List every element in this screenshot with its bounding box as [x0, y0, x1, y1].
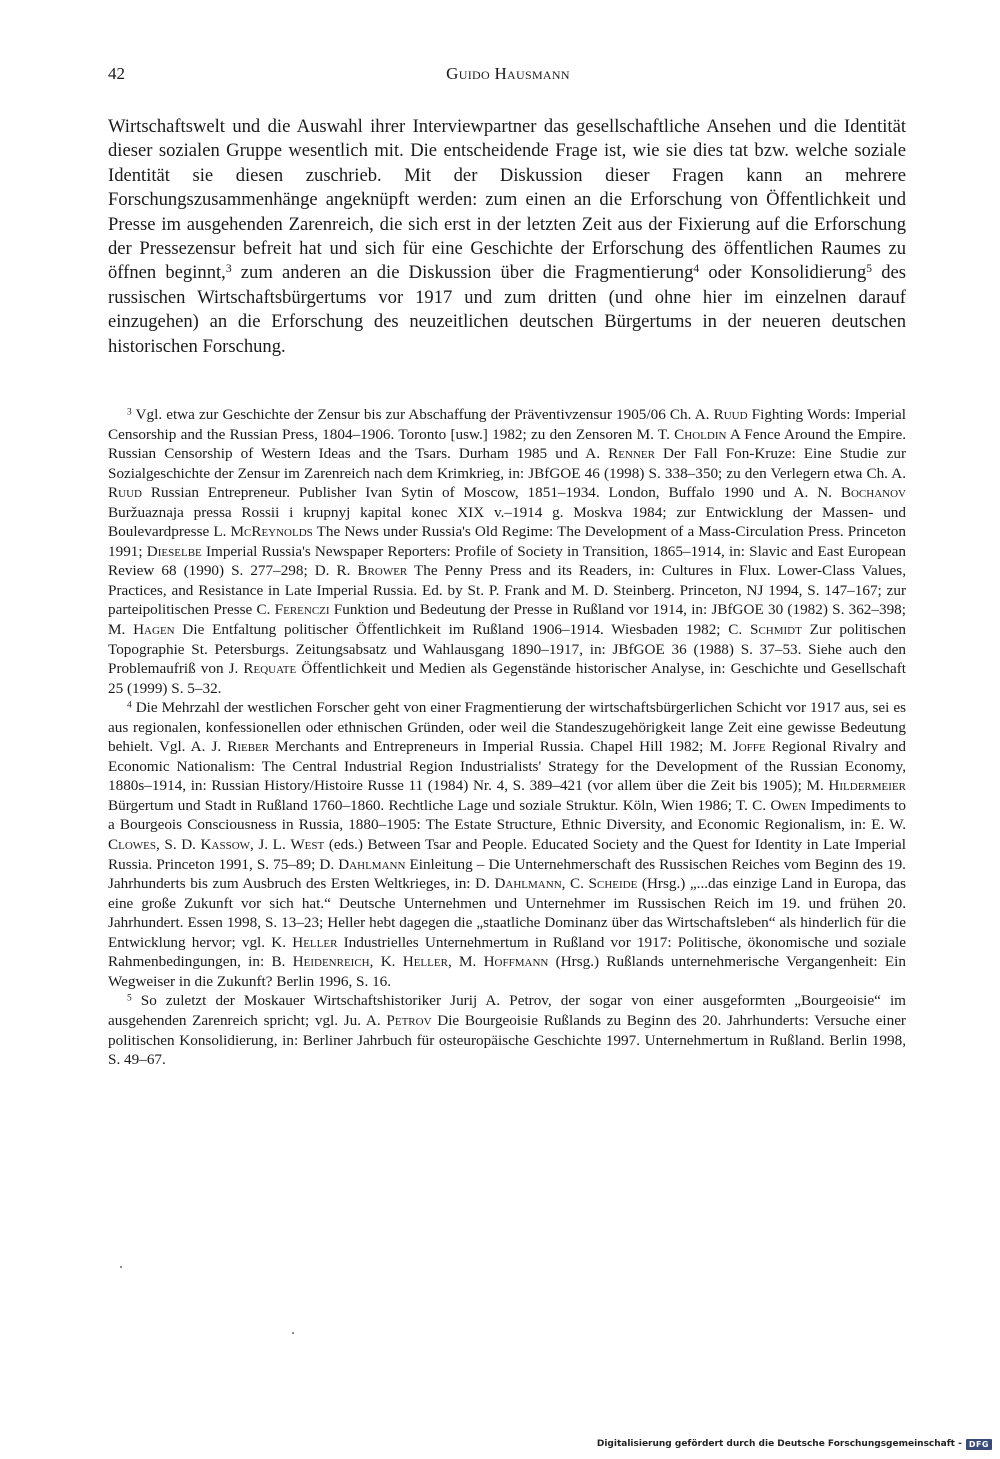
footnote-text: Die Bourgeoisie Rußlands zu Beginn des 20. Jahrhunderts: Versuche einer politischen Konsolidierung, in: Berliner Jahrbuch für osteuropäische Geschichte 1997. Unternehmertum in Rußland. Berlin 1998, S. 49–67.	[108, 1011, 906, 1069]
footnote-ref: 3	[225, 263, 232, 276]
author-name: Hagen	[133, 621, 175, 639]
author-name: Hoffmann	[483, 953, 549, 971]
author-name: Heller	[292, 933, 338, 951]
scan-speck	[292, 1332, 294, 1334]
footnote-text: Funktion und Bedeutung der Presse in Rußland vor 1914, in: JBfGOE 30 (1982) S. 362–398; M.	[108, 601, 906, 639]
footnote-text: Der Fall Fon-Kruze: Eine Studie zur Sozialgeschichte der Zensur im Zarenreich nach dem Krimkrieg, in: JBfGOE 46 (1998) S. 338–350; zu den Verlegern etwa Ch. A.	[108, 445, 907, 482]
body-paragraph	[108, 115, 906, 359]
body-text-segment: zum anderen an die Diskussion über die Fragmentierung	[231, 262, 694, 284]
author-name: Hildermeier	[828, 777, 906, 795]
footnote-text: Die Mehrzahl der westlichen Forscher geht von einer Fragmentierung der wirtschaftsbürgerlichen Schicht vor 1917 aus, sei es aus regionalen, konfessionellen oder ethnischen Gründen, oder weil die Standeszugehörigkeit lange Zeit eine gewisse Bedeutung behielt. Vgl. A. J.	[108, 699, 906, 756]
author-name: Schmidt	[750, 621, 802, 639]
footnote-text: Buržuaznaja pressa Rossii i krupnyj kapital konec XIX v.–1914 g. Moskva 1984; zur Entwicklung der Massen- und Boulevardpresse L.	[108, 503, 906, 541]
author-name: Bochanov	[840, 484, 906, 502]
dfg-logo: DFG	[966, 1439, 992, 1450]
author-name: West	[290, 836, 325, 854]
running-head-author: Guido Hausmann	[446, 64, 570, 83]
author-name: Dahlmann	[338, 855, 406, 873]
footnote-text: So zuletzt der Moskauer Wirtschaftshistoriker Jurij A. Petrov, der sogar von einer ausgeformten „Bourgeoisie“ im ausgehenden Zarenreich spricht; vgl. Ju. A.	[108, 992, 906, 1029]
footnote-text: (Hrsg.) Rußlands unternehmerische Vergangenheit: Ein Wegweiser in die Zukunft? Berlin 1996, S. 16.	[108, 953, 906, 990]
footnote-text: A Fence Around the Empire. Russian Censorship of Western Ideas and the Tsars. Durham 1985 und A.	[108, 425, 906, 463]
author-name: Dahlmann	[494, 875, 562, 893]
body-text-segment: Wirtschaftswelt und die Auswahl ihrer Interviewpartner das gesellschaftliche Ansehen und die Identität dieser sozialen Gruppe wesentlich mit. Die entscheidende Frage ist, wie sie dies tat bzw. welche soziale Identität sie diesen zuschrieb. Mit der Diskussion dieser Fragen kann an mehrere Forschungszusammenhänge angeknüpft werden: zum einen an die Erforschung von Öffentlichkeit und Presse im ausgehenden Zarenreich, die sich erst in der letzten Zeit aus der Fixierung auf die Erforschung der Pressezensur befreit hat und sich für eine Geschichte der Erforschung des öffentlichen Raumes zu öffnen beginnt,	[108, 116, 906, 284]
footer-text: Digitalisierung gefördert durch die Deutsche Forschungsgemeinschaft -	[596, 1439, 962, 1449]
footnote-ref: 4	[693, 263, 700, 276]
footnote-text: , S. D.	[156, 836, 201, 854]
author-name: Choldin	[674, 425, 727, 443]
footnote-text: Impediments to a Bourgeois Consciousness in Russia, 1880–1905: The Estate Structure, Ethnic Diversity, and Economic Regionalism, in: E. W.	[108, 796, 906, 834]
footnote-4	[108, 698, 906, 991]
footnote-text: Öffentlichkeit und Medien als Gegenstände historischer Analyse, in: Geschichte und Gesellschaft 25 (1999) S. 5–32.	[108, 660, 907, 697]
author-name: Scheide	[588, 875, 638, 893]
author-name: Heidenreich	[292, 953, 370, 971]
author-name: Dieselbe	[146, 542, 202, 560]
author-name: Ruud	[713, 406, 748, 423]
footnote-number: 3	[127, 407, 132, 418]
footnote-5	[108, 991, 906, 1069]
footnote-text: The News under Russia's Old Regime: The Development of a Mass-Circulation Press. Princeton 1991;	[108, 523, 906, 560]
footnote-text: Russian Entrepreneur. Publisher Ivan Sytin of Moscow, 1851–1934. London, Buffalo 1990 und A. N.	[141, 484, 841, 502]
author-name: Petrov	[386, 1011, 432, 1029]
author-name: Renner	[608, 445, 655, 463]
footnote-text: Fighting Words: Imperial Censorship and the Russian Press, 1804–1906. Toronto [usw.] 1982; zu den Zensoren M. T.	[108, 406, 906, 443]
scan-speck	[120, 1266, 122, 1268]
footnote-text: , K.	[369, 953, 403, 971]
footnote-text: Vgl. etwa zur Geschichte der Zensur bis zur Abschaffung der Präventivzensur 1905/06 Ch. A.	[131, 406, 714, 423]
author-name: Requate	[243, 660, 297, 678]
footnote-text: The Penny Press and its Readers, in: Cultures in Flux. Lower-Class Values, Practices, and Resistance in Late Imperial Russia. Ed. by St. P. Frank and M. D. Steinberg. Princeton, NJ 1994, S. 147–167; zur parteipolitischen Presse C.	[108, 562, 906, 619]
footnotes	[108, 405, 906, 1070]
author-name: Heller	[402, 953, 448, 971]
author-name: Brower	[357, 562, 408, 580]
footnote-text: Bürgertum und Stadt in Rußland 1760–1860. Rechtliche Lage und soziale Struktur. Köln, Wien 1986; T. C.	[108, 796, 771, 814]
author-name: Joffe	[732, 738, 766, 756]
footnote-text: Merchants and Entrepreneurs in Imperial Russia. Chapel Hill 1982; M.	[269, 738, 733, 756]
digitization-footer	[597, 1436, 992, 1452]
page-header	[108, 64, 908, 90]
author-name: Rieber	[227, 738, 270, 756]
footnote-text: Regional Rivalry and Economic Nationalism: The Central Industrial Region Industrialists' Strategy for the Development of the Russian Economy, 1880s–1914, in: Russian History/Histoire Russe 11 (1984) Nr. 4, S. 389–421 (vor allem über die Zeit bis 1905); M.	[108, 738, 907, 795]
page-number: 42	[108, 64, 125, 83]
footnote-text: Die Entfaltung politischer Öffentlichkeit im Rußland 1906–1914. Wiesbaden 1982; C.	[174, 621, 751, 639]
footnote-number: 5	[127, 993, 132, 1004]
body-text-segment: oder Konsolidierung	[699, 262, 867, 284]
footnote-text: (Hrsg.) „...das einzige Land in Europa, das eine große Zukunft vor sich hat.“ Deutsche Unternehmen und Unternehmer im Russischen Reich im 19. und frühen 20. Jahrhundert. Essen 1998, S. 13–23; Heller hebt dagegen die „staatliche Dominanz über das Wirtschaftsleben“ als hinderlich für die Entwicklung hervor; vgl. K.	[108, 875, 906, 951]
author-name: McReynolds	[230, 523, 313, 541]
footnote-text: , M.	[447, 953, 484, 971]
author-name: Ruud	[108, 484, 142, 502]
footnote-text: Zur politischen Topographie St. Petersburgs. Zeitungsabsatz und Wahlausgang 1890–1917, in: JBfGOE 36 (1988) S. 37–53. Siehe auch den Problemaufriß von J.	[108, 621, 906, 678]
author-name: Kassow	[200, 836, 251, 854]
author-name: Ferenczi	[274, 601, 330, 619]
footnote-ref: 5	[866, 263, 873, 276]
footnote-number: 4	[127, 700, 132, 711]
footnote-text: Industrielles Unternehmertum in Rußland vor 1917: Politische, ökonomische und soziale Rahmenbedingungen, in: B.	[108, 933, 906, 971]
author-name: Clowes	[108, 836, 157, 854]
footnote-text: Einleitung – Die Unternehmerschaft des Russischen Reiches vom Beginn des 19. Jahrhunderts bis zum Ausbruch des Ersten Weltkrieges, in: D.	[108, 855, 906, 893]
footnote-text: (eds.) Between Tsar and People. Educated Society and the Quest for Identity in Late Imperial Russia. Princeton 1991, S. 75–89; D.	[108, 836, 907, 873]
footnote-text: , C.	[561, 875, 589, 893]
footnote-text: Imperial Russia's Newspaper Reporters: Profile of Society in Transition, 1865–1914, in: Slavic and East European Review 68 (1990) S. 277–298; D. R.	[108, 542, 906, 580]
footnote-3	[108, 405, 906, 698]
footnote-text: , J. L.	[250, 836, 291, 854]
body-text-segment: des russischen Wirtschaftsbürgertums vor 1917 und zum dritten (und ohne hier im einzelnen darauf einzugehen) an die Erforschung des neuzeitlichen deutschen Bürgertums in der neueren deutschen historischen Forschung.	[108, 262, 907, 357]
author-name: Owen	[770, 796, 807, 814]
